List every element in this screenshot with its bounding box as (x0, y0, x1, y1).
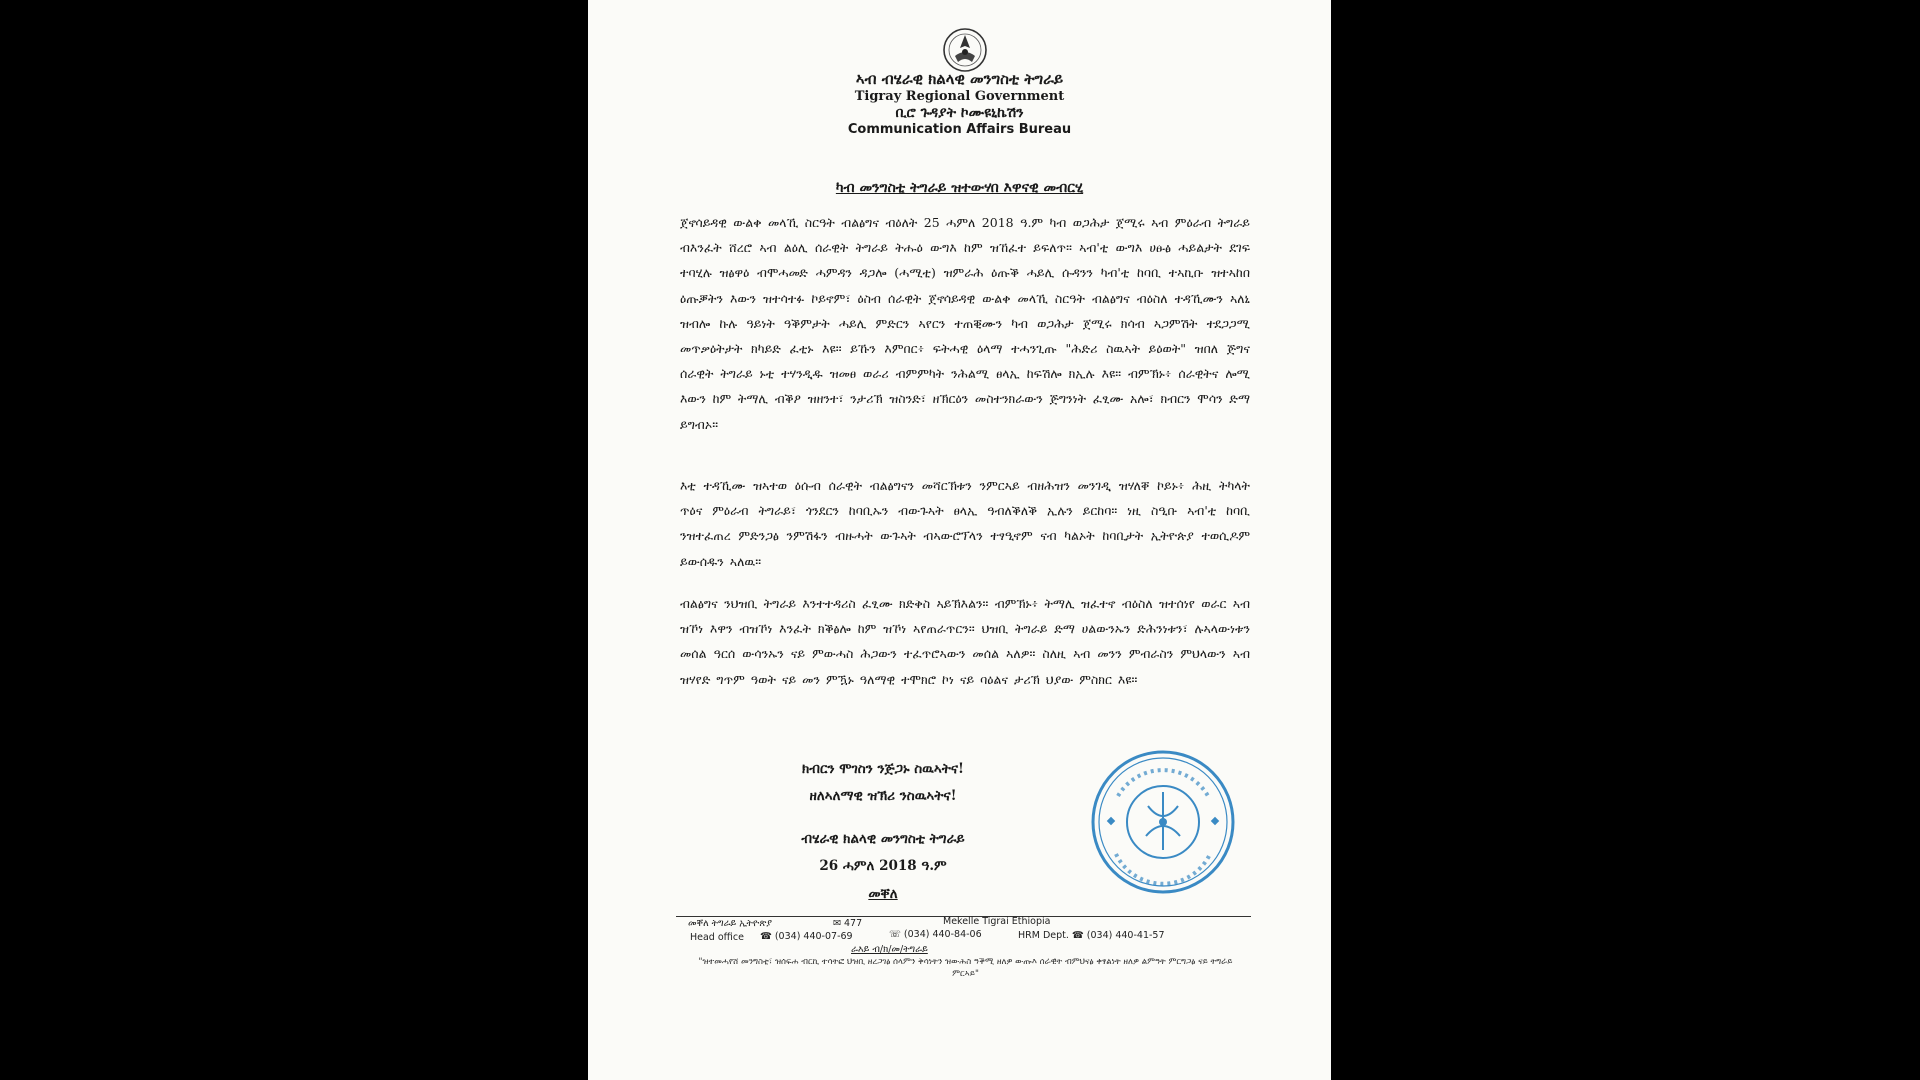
closing-date: 26 ሓምለ 2018 ዓ.ም (819, 858, 947, 874)
header-amharic-gov: ኣብ ብሄራዊ ክልላዊ መንግስቲ ትግራይ (855, 70, 1064, 88)
official-seal-stamp (1088, 746, 1238, 898)
footer-hrm-phone: HRM Dept. ☎ (034) 440-41-57 (1018, 930, 1165, 941)
closing-line-1: ክብርን ሞገስን ንጅጋኑ ስዉኣትና! (802, 761, 964, 777)
footer-reference: ራእይ ብ/ክ/መ/ትግራይ (851, 944, 928, 955)
footer-phone: ☎ (034) 440-07-69 (760, 931, 853, 942)
document-title: ካብ መንግስቲ ትግራይ ዝተውሃበ እዋናዊ መብርሂ (835, 180, 1084, 196)
header-amharic-bureau: ቢሮ ጉዳያት ኮሙዩኒኬሽን (895, 105, 1024, 121)
closing-signatory: ብሄራዊ ክልላዊ መንግስቲ ትግራይ (801, 831, 965, 847)
closing-place: መቐለ (868, 886, 898, 902)
footer-head-office-label: Head office (690, 932, 744, 943)
footer-fax: ☏ (034) 440-84-06 (889, 929, 982, 940)
footer-city-english: Mekelle Tigrai Ethiopia (943, 916, 1051, 927)
document-page (588, 0, 1331, 1080)
paragraph-1: ጀኖሳይዳዊ ውልቀ መላኺ ስርዓት ብልፅግና ብዕለት 25 ሓምለ 2018 ዓ.ም ካብ ወጋሕታ ጀሚሩ ኣብ ምዕራብ ትግራይ ብእንፈት ሸረሮ ኣብ ልዕሊ ሰራዊት ትግራይ ትሑዕ ውግእ ከም ዝኸፈተ ይፍለጥ። ኣብ'ቲ ውግእ ሀፁፅ ሓይልታት ደገፍ ተባሂሉ ዝፅዋዕ ብሞሓመድ ሓምዳን ዳጋሎ (ሓሚቲ) ዝምራሕ ዕጡቕ ሓይሊ ሱዳንን ካብ'ቲ ከባቢ ተኣኪቡ ዝተኣከበ ዕጡቓትን እውን ዝተሳተፉ ኮይኖም፣ ዕስብ ሰራዊት ጀኖሳይዳዊ ውልቀ መላኺ ስርዓት ብልፅግና ብዕስለ ተዳኺሙን ኣለኒ ዝብሎ ኩሉ ዓይነት ዓቕምታት ሓይሊ ምድርን ኣየርን ተጠቒሙን ካብ ወጋሕታ ጀሚሩ ክሳብ ኣጋምሽት ተደጋጋሚ መጥቃዕትታት ክካይድ ፈቲኑ እዩ። ይኹን እምበር፥ ፍትሓዊ ዕላማ ተሓንጊጡ "ሕድሪ ስዉኣት ይዕወት" ዝበለ ጅግና ሰራዊት ትግራይ ኑቲ ተሃንዲዱ ዝመፀ ወራሪ ብምምካት ንሕልሚ ፀላኢ ከፍሽሎ ክኢሉ እዩ። ብምኽኑ፥ ሰራዊትና ሎሚ እውን ከም ትማሊ ብቕዖ ዝዘንተ፣ ንታሪኽ ዝስንድ፣ ዘኽርዕን መስተንክራውን ጅግንነት ፈፂሙ አሎ፣ ክብርን ሞሳን ድማ ይግብኦ። (680, 215, 1250, 432)
tigray-emblem-logo (940, 26, 990, 74)
footer-pobox: ✉ 477 (833, 918, 863, 929)
closing-line-2: ዘለኣለማዊ ዝኽሪ ንስዉኣትና! (809, 788, 957, 804)
paragraph-3: ብልፅግና ንህዝቢ ትግራይ እንተተዳሪስ ፈፂሙ ክድቅስ ኣይኽእልን። ብምኽኑ፥ ትማሊ ዝፈተኖ ብዕስለ ዝተሰነየ ወራር ኣብ ዝኾነ እዋን ብዝኾነ እንፈት ክቕፅሎ ከም ዝኾነ ኣየጠራጥርን። ህዝቢ ትግራይ ድማ ሀልውንኡን ድሕንነቱን፣ ሉኣላውነቱን መሰል ዓርሰ ውሳንኡን ናይ ምውሓስ ሕጋውን ተፈጥሮኣውን መሰል ኣለዎ። ስለዚ ኣብ መንን ምብራስን ምህላውን ኣብ ዝሃየድ ግጥም ዓወት ናይ መን ምዃኑ ዓለማዊ ተሞክሮ ኮነ ናይ ባዕልና ታሪኽ ህያው ምስክር እዩ። (680, 596, 1250, 687)
footer-vision-note: "ዝተመሓየሸ መንግስቲ፣ ዝሰፍሐ ብርኪ ተሳትፎ ህዝቢ ዘረጋገፅ ሰላምን ቅሳነትን ዝውሕስ ዓቕሚ ዘለዎ ውጡእ ሰራዊት ብምህናፅ ቀፃልነት ዘለዎ ልምዓት ምርግጋፅ ናይ ትግራይ ምርኣይ" (698, 957, 1233, 979)
paragraph-2: እቲ ተዳኺሙ ዝኣተወ ዕሱብ ሰራዊት ብልፅግናን መሻርኽቱን ንምርኣይ ብዘሕዝን መንገዲ ዝሃለቐ ኮይኑ፥ ሕዚ ትካላት ጥዕና ምዕራብ ትግራይ፣ ጎንደርን ከባቢኡን ብውጉኣት ፀላኢ ዓብለቕለቕ ኢሉን ይርከባ። ነዚ ስዒቡ ኣብ'ቲ ከባቢ ንዝተፈጠረ ምድንጋፅ ንምሽፋን ብዙሓት ውጉኣት ብኣውሮፕላን ተፃዒኖም ናብ ካልኦት ከባቢታት ኢትዮጵያ ተወሲዶም ይውሰዱን ኣለዉ። (680, 478, 1250, 569)
header-english-gov: Tigray Regional Government (854, 89, 1065, 104)
footer-address: መቐለ ትግራይ ኢትዮጵያ (688, 918, 773, 929)
header-english-bureau: Communication Affairs Bureau (847, 122, 1072, 137)
